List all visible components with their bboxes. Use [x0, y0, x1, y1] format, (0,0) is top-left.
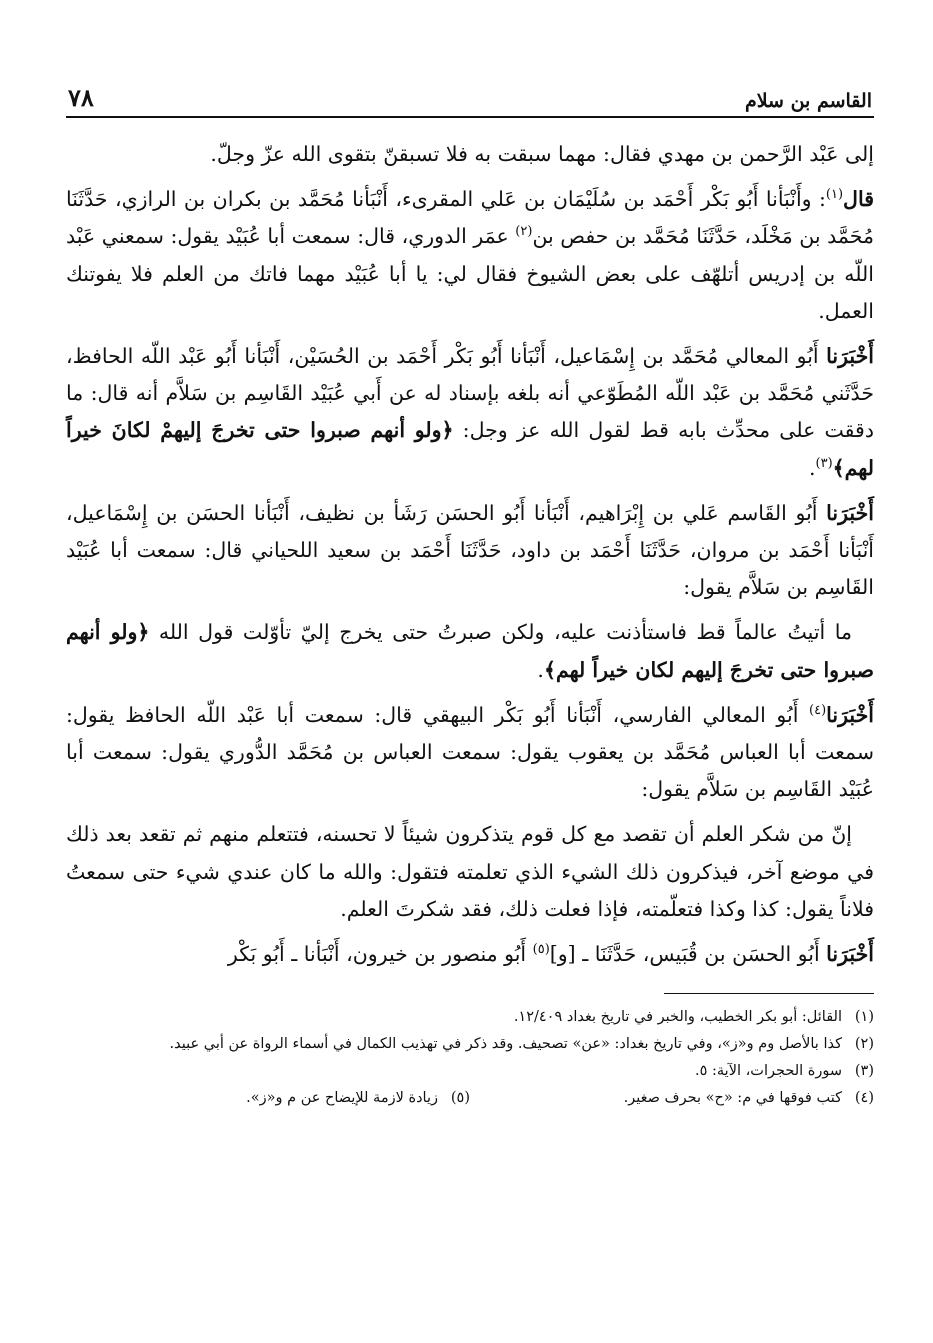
paragraph-lead: قال: [843, 187, 874, 212]
footnote-ref: (١): [825, 187, 844, 203]
paragraph: [66, 338, 874, 487]
running-title: القاسم بن سلام: [744, 90, 872, 112]
paragraph-tail: .: [537, 657, 544, 682]
footnote-ref: (٤): [809, 703, 827, 719]
quran-quote: ﴿ولو أنهم صبروا حتى تخرجَ إليهم لكان خيراً لهم﴾: [66, 620, 874, 682]
paragraph-text: إلى عَبْد الرَّحمن بن مهدي فقال: مهما سبقت به فلا تسبقنّ بتقوى الله عزّ وجلّ.: [210, 142, 874, 166]
footnote-number: (٣): [854, 1063, 874, 1080]
paragraph: [66, 614, 874, 688]
footnote-text: كتب فوقها في م: «ح» بحرف صغير.: [623, 1090, 842, 1107]
footnote-text: القائل: أبو بكر الخطيب، والخبر في تاريخ بغداد ١٢/٤٠٩.: [513, 1009, 842, 1026]
footnote-text: زيادة لازمة للإيضاح عن م و«ز».: [246, 1090, 438, 1107]
paragraph-text: : وأَنْبَأنا أَبُو بَكْر أَحْمَد بن سُلَيْمَان بن عَلي المقرىء، أَنْبَأنا مُحَمَّد بن بكران بن الرازي، حَدَّثَنَا مُحَمَّد بن مَخْلَد، حَدَّثَنَا مُحَمَّد بن حفص بن: [66, 187, 875, 249]
main-text: [66, 136, 874, 973]
footnote: [66, 1031, 874, 1058]
page: [66, 72, 874, 1112]
footnote-ref: (٢): [515, 224, 533, 240]
footnote-ref: (٥): [532, 942, 550, 958]
footnote-text: سورة الحجرات، الآية: ٥.: [695, 1063, 842, 1080]
paragraph-text: أَبُو القَاسم عَلي بن إِبْرَاهيم، أَنْبَأنا أَبُو الحسَن رَشَأ بن نظيف، أَنْبَأنا الحسَن بن إِسْمَاعيل، أَنْبَأنا أَحْمَد بن مروان، حَدَّثَنَا أَحْمَد بن داود، حَدَّثَنَا أَحْمَد بن سعيد اللحياني قال: سمعت أبا عُبَيْد القَاسِم بن سَلاَّم يقول:: [66, 500, 874, 600]
paragraph: [66, 697, 874, 809]
paragraph-lead: أَخْبَرَنا: [826, 500, 874, 525]
paragraph: [66, 936, 874, 973]
paragraph: [66, 136, 874, 173]
paragraph-text: أَبُو الحسَن بن قُبَيس، حَدَّثَنَا ـ [و]: [549, 942, 827, 967]
paragraph-lead: أَخْبَرَنا: [826, 942, 874, 967]
page-number: ٧٨: [68, 83, 94, 112]
footnote: [66, 1004, 874, 1031]
paragraph-tail: .: [808, 455, 816, 480]
paragraph-text: أَبُو منصور بن خيرون، أَنْبَأنا ـ أَبُو بَكْر: [227, 942, 533, 967]
paragraph: [66, 816, 874, 928]
paragraph-text: أَبُو المعالي مُحَمَّد بن إِسْمَاعيل، أَنْبَأنا أَبُو بَكْر أَحْمَد بن الحُسَيْن، أَنْبَأنا أَبُو عَبْد اللّه الحافظ، حَدَّثَني مُحَمَّد بن عَبْد اللّه المُطَوّعي أنه بلغه بإسناد له عن أَبي عُبَيْد القَاسِم بن سَلاَّم أنه قال: ما دققت على محدِّث بابه قط لقول الله عز وجل:: [66, 344, 874, 443]
paragraph-text: عمَر الدوري، قال: سمعت أبا عُبَيْد يقول: سمعني عَبْد اللّه بن إدريس أتلهّف على بعض الشيوخ فقال لي: يا أبا عُبَيْد مهما فاتك من العلم فلا يفوتنك العمل.: [66, 224, 874, 323]
paragraph-text: ما أتيتُ عالماً قط فاستأذنت عليه، ولكن صبرتُ حتى يخرج إليّ تأوّلت قول الله: [149, 620, 852, 645]
paragraph-lead: أَخْبَرَنا: [826, 702, 874, 727]
footnote-number: (٤): [854, 1090, 874, 1107]
quran-quote: ﴿ولو أنهم صبروا حتى تخرجَ إليهمْ لكانَ خيراً لهم﴾: [66, 418, 874, 480]
paragraph-text: إنّ من شكر العلم أن تقصد مع كل قوم يتذكرون شيئاً لا تحسنه، فتتعلم منهم ثم تقعد بعد ذلك في موضع آخر، فيذكرون ذلك الشيء الذي تعلمته فتقول: والله ما كان عندي شيء حتى سمعتُ فلاناً يقول: كذا وكذا فتعلّمته، فإذا فعلت ذلك، فقد شكرتَ العلم.: [66, 822, 874, 921]
footnote: [66, 1085, 470, 1112]
footnote-row: [66, 1085, 874, 1112]
footnote-divider: [664, 993, 874, 994]
footnote-text: كذا بالأصل وم و«ز»، وفي تاريخ بغداد: «عن» تصحيف. وقد ذكر في تهذيب الكمال في أسماء الرواة عن أبي عبيد.: [169, 1036, 842, 1053]
paragraph-text: أَبُو المعالي الفارسي، أَنْبَأنا أَبُو بَكْر البيهقي قال: سمعت أبا عَبْد اللّه الحافظ يقول: سمعت أبا العباس مُحَمَّد بن يعقوب يقول: سمعت العباس بن مُحَمَّد الدُّوري يقول: سمعت أبا عُبَيْد القَاسِم بن سَلاَّم يقول:: [66, 702, 874, 802]
footnote-ref: (٣): [815, 455, 833, 471]
footnote: [470, 1085, 874, 1112]
paragraph: [66, 181, 874, 330]
page-header: [66, 72, 874, 118]
paragraph-lead: أَخْبَرَنا: [826, 344, 874, 369]
footnote: [66, 1058, 874, 1085]
footnotes: [66, 1004, 874, 1112]
paragraph: [66, 495, 874, 607]
footnote-number: (١): [854, 1009, 874, 1026]
footnote-number: (٥): [450, 1090, 470, 1107]
footnote-number: (٢): [854, 1036, 874, 1053]
